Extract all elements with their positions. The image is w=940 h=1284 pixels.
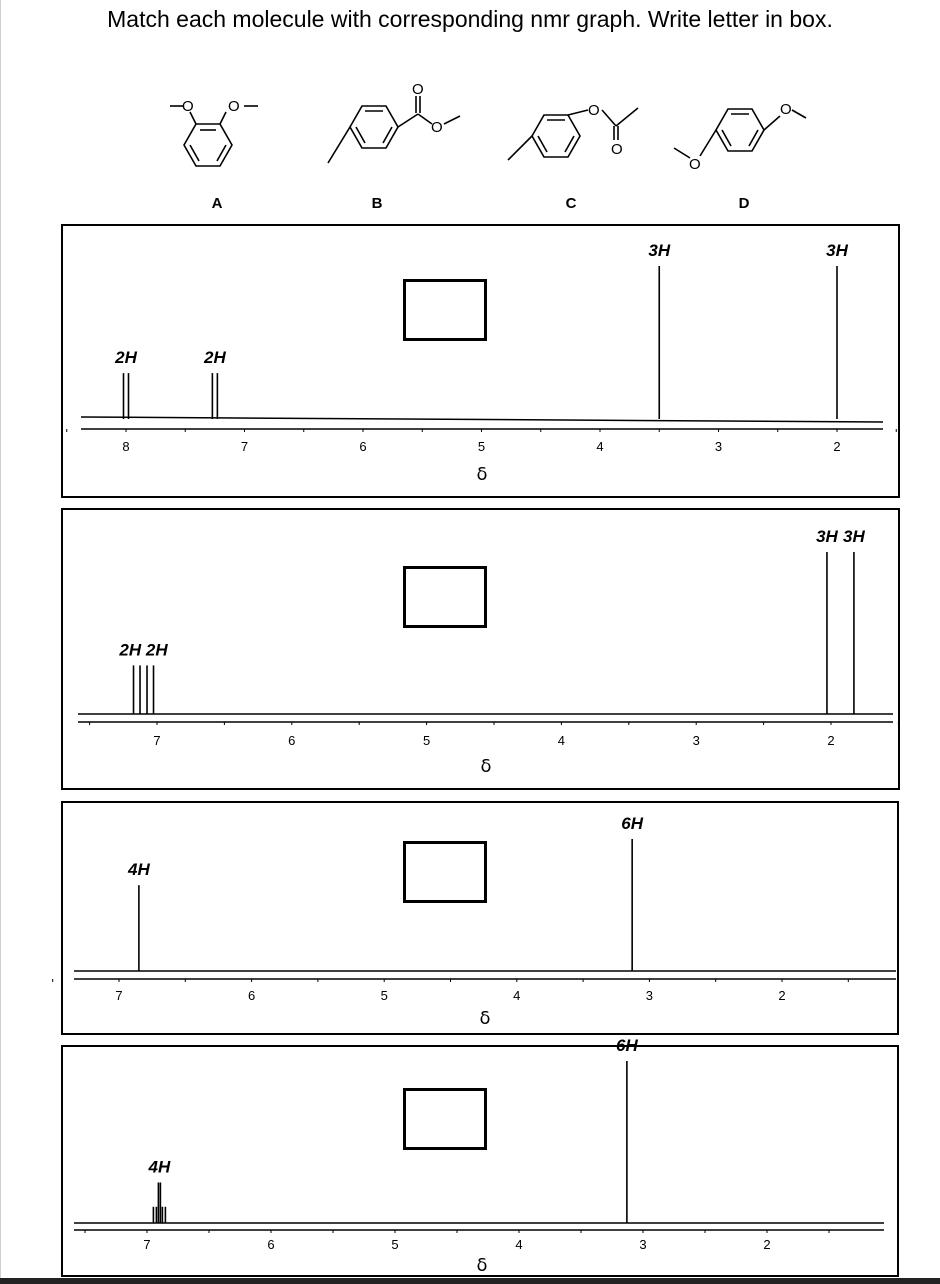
tick-label: 5	[391, 1237, 399, 1252]
integration-label: 6H	[621, 814, 644, 833]
tick-label: 5	[380, 988, 388, 1003]
tick-label: 6	[267, 1237, 275, 1252]
baseline	[81, 417, 883, 422]
delta-axis-label: δ	[476, 464, 488, 485]
tick-label: 4	[513, 988, 521, 1003]
page-title: Match each molecule with corresponding nmr graph. Write letter in box.	[107, 6, 833, 32]
tick-label: 7	[143, 1237, 151, 1252]
spectrum-panel-1	[61, 224, 900, 498]
nmr-spectrum-3	[63, 803, 901, 1037]
svg-text:O: O	[588, 102, 600, 119]
integration-label: 3H	[648, 241, 671, 260]
answer-box-3[interactable]	[403, 841, 487, 903]
integration-label: 4H	[148, 1157, 171, 1177]
tick-label: 7	[153, 733, 161, 748]
molecule-a-structure	[160, 90, 280, 185]
spectrum-panel-3	[61, 801, 899, 1035]
tick-label: 2	[833, 439, 841, 454]
tick-label: 3	[645, 988, 654, 1003]
molecule-b-label: B	[371, 195, 383, 212]
molecule-c-structure	[500, 88, 650, 173]
integration-label: 3H	[843, 527, 865, 546]
tick-label: 2	[778, 988, 786, 1003]
tick-label: 6	[359, 439, 367, 454]
tick-label: 2	[827, 733, 835, 748]
integration-label: 2H	[204, 348, 226, 368]
tick-label: 2	[763, 1237, 771, 1252]
tick-label: 7	[115, 988, 123, 1003]
integration-label: 4H	[128, 860, 150, 880]
nmr-spectrum-2	[63, 510, 902, 792]
tick-label: 3	[692, 733, 700, 748]
tick-label: 6	[288, 733, 296, 748]
answer-box-1[interactable]	[403, 279, 487, 341]
molecule-b-structure	[320, 80, 470, 175]
nmr-spectrum-1	[63, 226, 902, 500]
integration-label: 2H 2H	[119, 640, 168, 660]
molecule-d-structure	[668, 96, 818, 181]
svg-text:O: O	[228, 98, 240, 115]
svg-text:O: O	[780, 101, 792, 118]
tick-label: 3	[714, 439, 723, 454]
integration-label: 2H	[115, 348, 137, 368]
delta-axis-label: δ	[480, 756, 492, 777]
tick-label: 4	[515, 1237, 523, 1252]
tick-label: 4	[596, 439, 604, 454]
bottom-edge-bar	[0, 1278, 940, 1284]
svg-text:O: O	[689, 156, 701, 173]
integration-label: 3H	[816, 527, 838, 546]
molecule-c-label: C	[565, 195, 577, 212]
answer-box-4[interactable]	[403, 1088, 487, 1150]
tick-label: 5	[422, 733, 431, 748]
nmr-spectrum-4	[63, 1036, 901, 1279]
molecule-d-label: D	[738, 195, 750, 212]
tick-label: 6	[247, 988, 256, 1003]
tick-label: 4	[557, 733, 566, 748]
svg-text:O: O	[611, 141, 623, 158]
molecule-a-label: A	[211, 195, 223, 212]
svg-text:O: O	[182, 98, 194, 115]
tick-label: 7	[240, 439, 249, 454]
answer-box-2[interactable]	[403, 566, 487, 628]
page-edge	[0, 0, 1, 1284]
delta-axis-label: δ	[479, 1008, 491, 1029]
spectrum-panel-4	[61, 1036, 899, 1277]
svg-text:O: O	[412, 81, 424, 98]
spectrum-panel-2	[61, 508, 900, 790]
integration-label: 6H	[616, 1036, 638, 1055]
tick-label: 5	[477, 439, 486, 454]
tick-label: 3	[639, 1237, 647, 1252]
delta-axis-label: δ	[476, 1255, 488, 1276]
svg-text:O: O	[431, 119, 443, 136]
tick-label: 8	[122, 439, 130, 454]
integration-label: 3H	[826, 241, 848, 260]
